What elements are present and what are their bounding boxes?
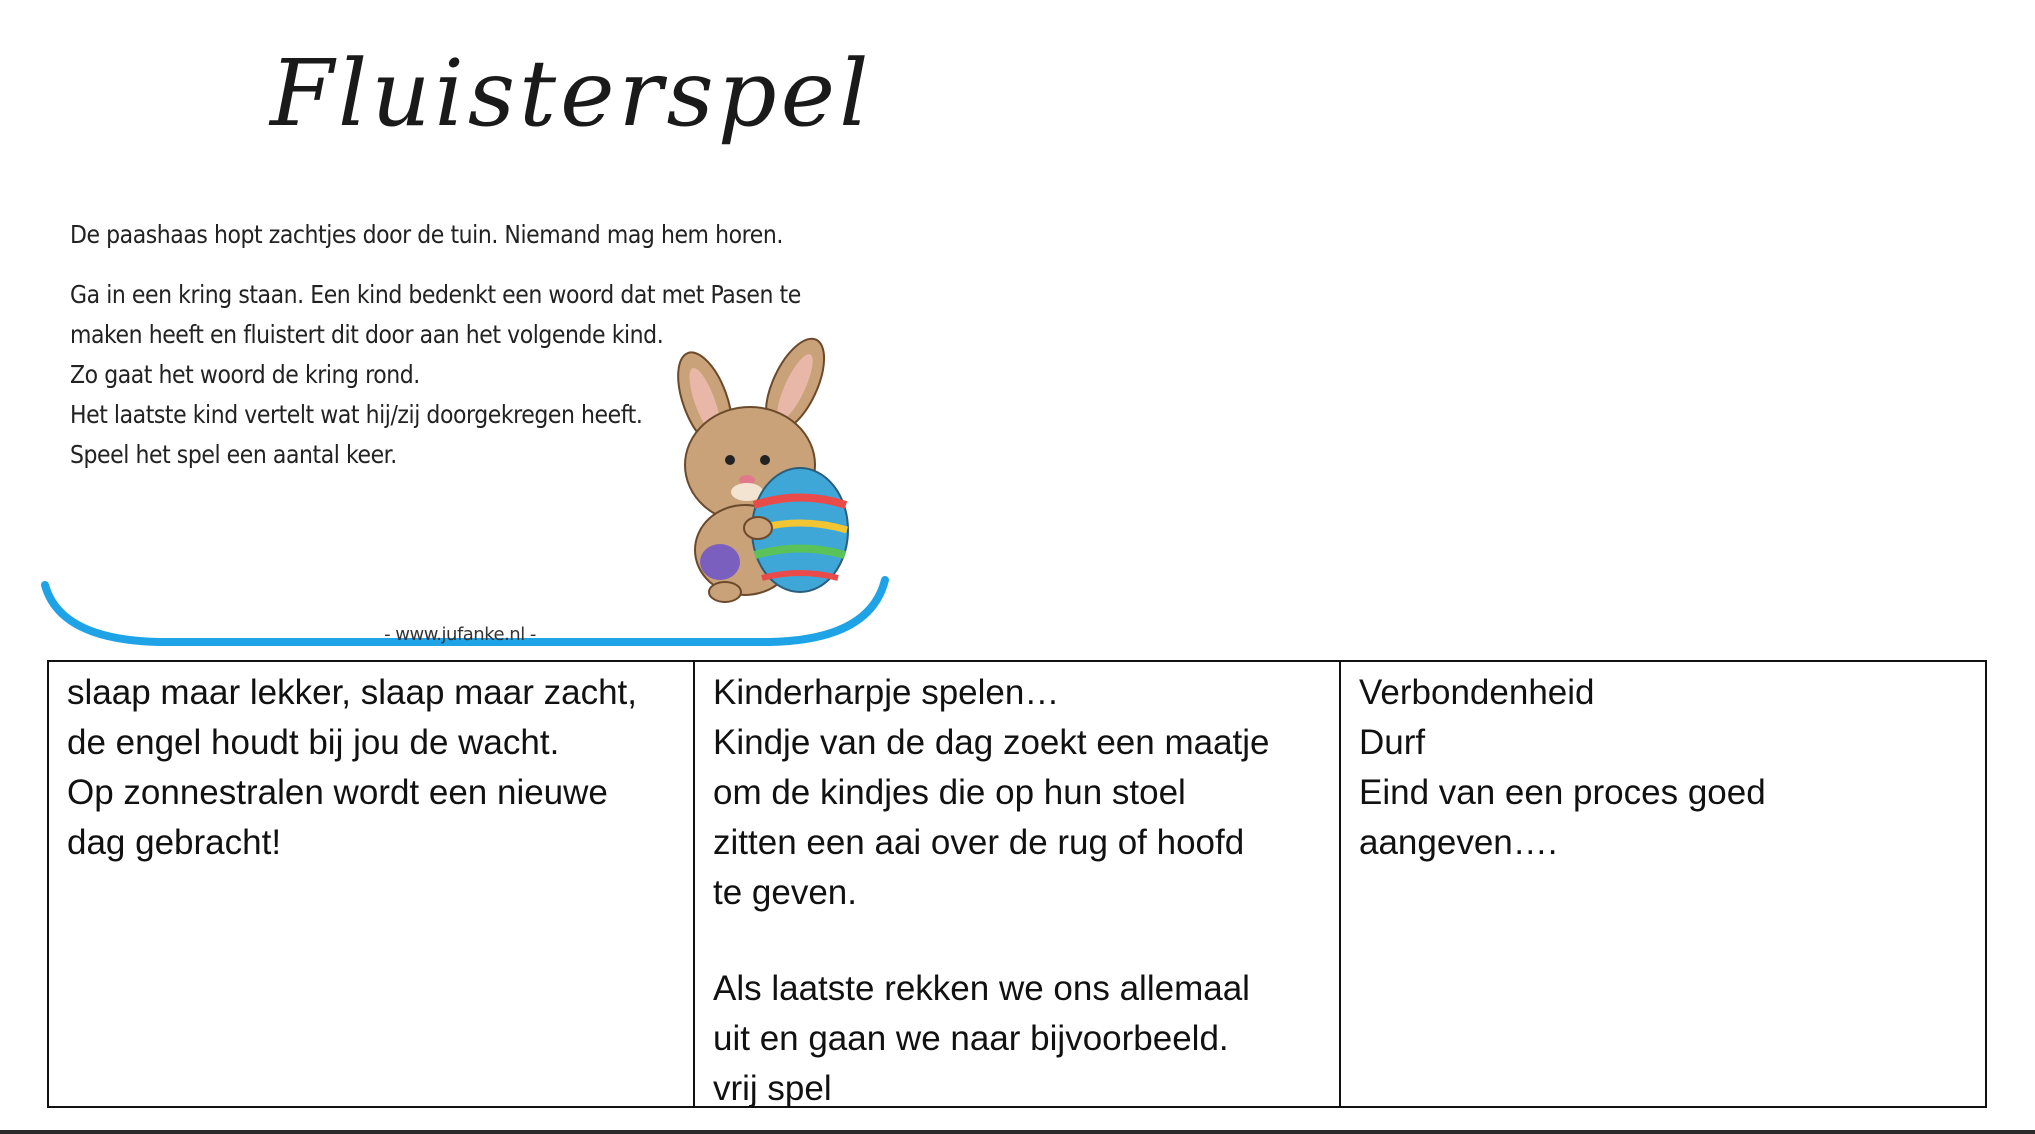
cell-line: Kindje van de dag zoekt een maatje [713, 723, 1270, 762]
card-title: Fluisterspel [270, 40, 873, 147]
card-body-line: Het laatste kind vertelt wat hij/zij doorgekregen heeft. [70, 400, 643, 429]
cell-line: te geven. [713, 873, 857, 912]
bunny-with-egg-icon [650, 330, 890, 610]
fluisterspel-card [40, 30, 890, 660]
cell-line: om de kindjes die op hun stoel [713, 773, 1186, 812]
cell-line: de engel houdt bij jou de wacht. [67, 723, 560, 762]
table-cell-col1 [49, 662, 693, 1106]
cell-line: zitten een aai over de rug of hoofd [713, 823, 1245, 862]
cell-line: dag gebracht! [67, 823, 282, 862]
cell-line: vrij spel [713, 1069, 832, 1108]
table-cell-col3 [1339, 662, 1985, 1106]
cell-line: Verbondenheid [1359, 673, 1595, 712]
cell-line: aangeven…. [1359, 823, 1558, 862]
card-intro: De paashaas hopt zachtjes door de tuin. Niemand mag hem horen. [70, 220, 783, 249]
card-body-line: Ga in een kring staan. Een kind bedenkt een woord dat met Pasen te [70, 280, 801, 309]
card-body-line: Zo gaat het woord de kring rond. [70, 360, 420, 389]
card-body-line: Speel het spel een aantal keer. [70, 440, 397, 469]
cell-line: Eind van een proces goed [1359, 773, 1766, 812]
activity-table [47, 660, 1987, 1108]
cell-line: Op zonnestralen wordt een nieuwe [67, 773, 608, 812]
cell-line: uit en gaan we naar bijvoorbeeld. [713, 1019, 1229, 1058]
bottom-rule [0, 1130, 2035, 1134]
cell-line: Als laatste rekken we ons allemaal [713, 969, 1250, 1008]
card-body-line: maken heeft en fluistert dit door aan het volgende kind. [70, 320, 664, 349]
cell-line: Durf [1359, 723, 1426, 762]
cell-spacer [713, 918, 1321, 964]
cell-line: slaap maar lekker, slaap maar zacht, [67, 673, 637, 712]
card-footer: - www.jufanke.nl - [384, 624, 536, 645]
card-body [70, 275, 801, 475]
cell-line: Kinderharpje spelen… [713, 673, 1060, 712]
table-cell-col2 [693, 662, 1339, 1106]
